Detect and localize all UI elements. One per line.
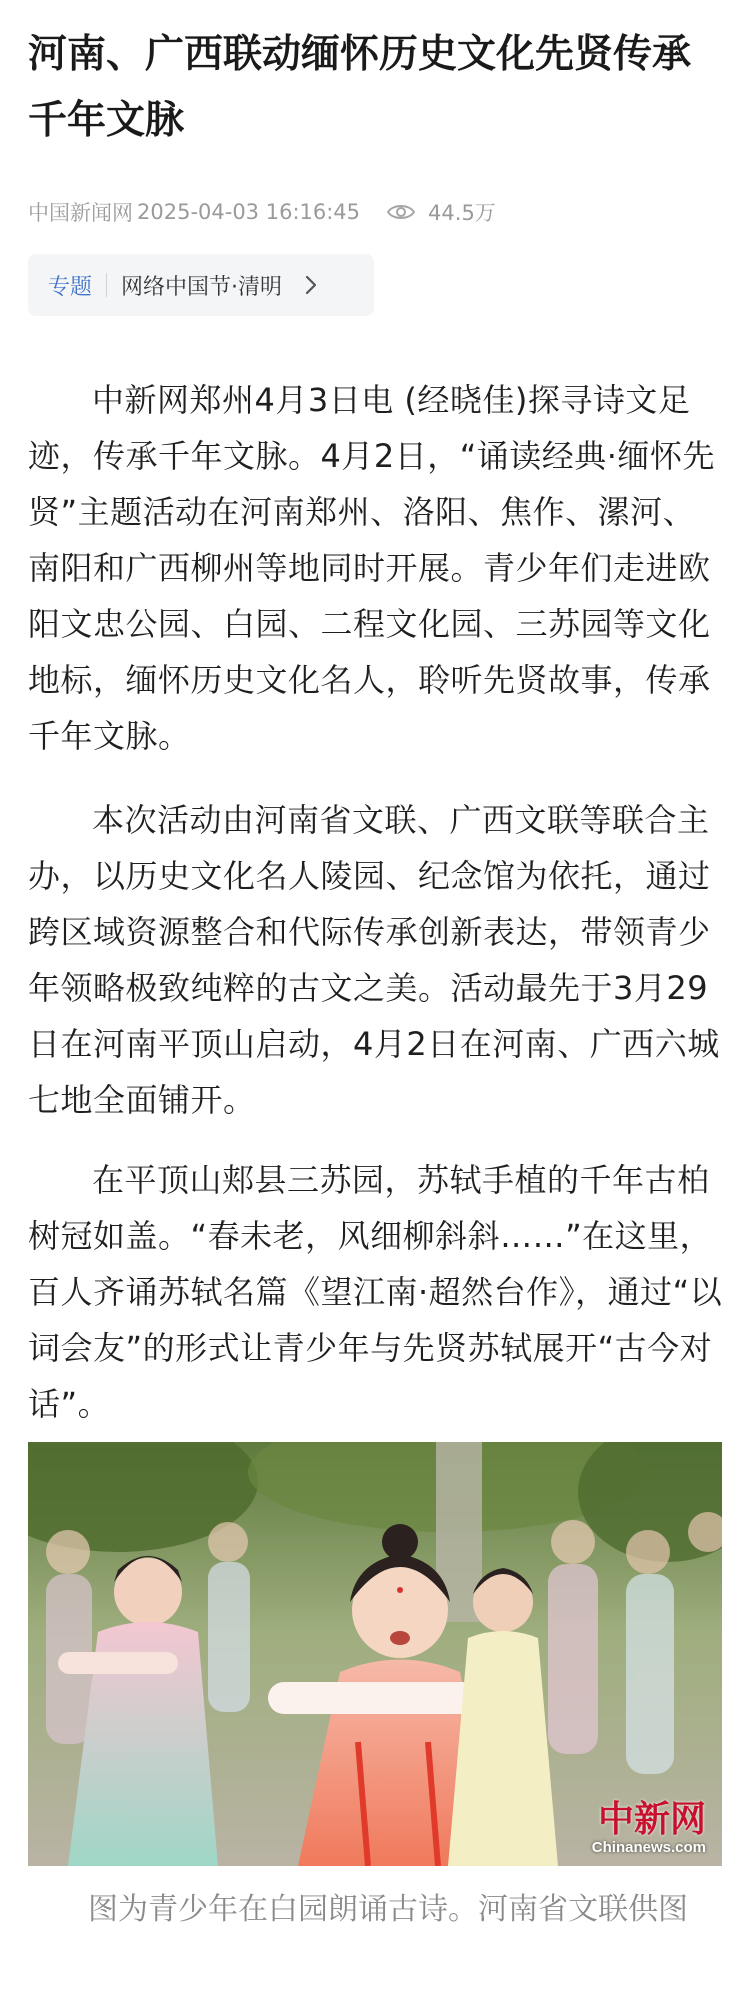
topic-divider <box>106 273 107 297</box>
watermark-chinese: 中新网 <box>597 1798 706 1840</box>
article-paragraph: 在平顶山郏县三苏园，苏轼手植的千年古柏树冠如盖。“春未老，风细柳斜斜……”在这里，百人齐诵苏轼名篇《望江南·超然台作》，通过“以词会友”的形式让青少年与先贤苏轼展开“古今对话”。 <box>28 1161 723 1423</box>
topic-label: 专题 <box>48 274 93 300</box>
article-datetime: 2025-04-03 16:16:45 <box>137 200 361 224</box>
photo-caption: 图为青少年在白园朗诵古诗。河南省文联供图 <box>88 1892 688 1927</box>
article-meta <box>28 196 496 228</box>
topic-chip[interactable] <box>28 254 374 316</box>
article-source[interactable]: 中国新闻网 <box>28 201 133 225</box>
eye-icon <box>386 202 416 222</box>
article-paragraph: 中新网郑州4月3日电 (经晓佳)探寻诗文足迹，传承千年文脉。4月2日，“诵读经典·缅怀先贤”主题活动在河南郑州、洛阳、焦作、漯河、南阳和广西柳州等地同时开展。青少年们走进欧阳文忠公园、白园、二程文化园、三苏园等文化地标，缅怀历史文化名人，聆听先贤故事，传承千年文脉。 <box>28 381 715 755</box>
article-paragraph: 本次活动由河南省文联、广西文联等联合主办，以历史文化名人陵园、纪念馆为依托，通过跨区域资源整合和代际传承创新表达，带领青少年领略极致纯粹的古文之美。活动最先于3月29日在河南平顶山启动，4月2日在河南、广西六城七地全面铺开。 <box>28 801 720 1119</box>
views-counter <box>386 197 496 227</box>
topic-name: 网络中国节·清明 <box>121 274 283 300</box>
views-count: 44.5万 <box>428 201 496 225</box>
watermark-english: Chinanews.com <box>591 1839 706 1856</box>
photo-watermark <box>592 1799 706 1856</box>
article-photo[interactable] <box>28 1442 722 1866</box>
chevron-right-icon <box>304 274 318 296</box>
article-title: 河南、广西联动缅怀历史文化先贤传承千年文脉 <box>28 32 692 143</box>
